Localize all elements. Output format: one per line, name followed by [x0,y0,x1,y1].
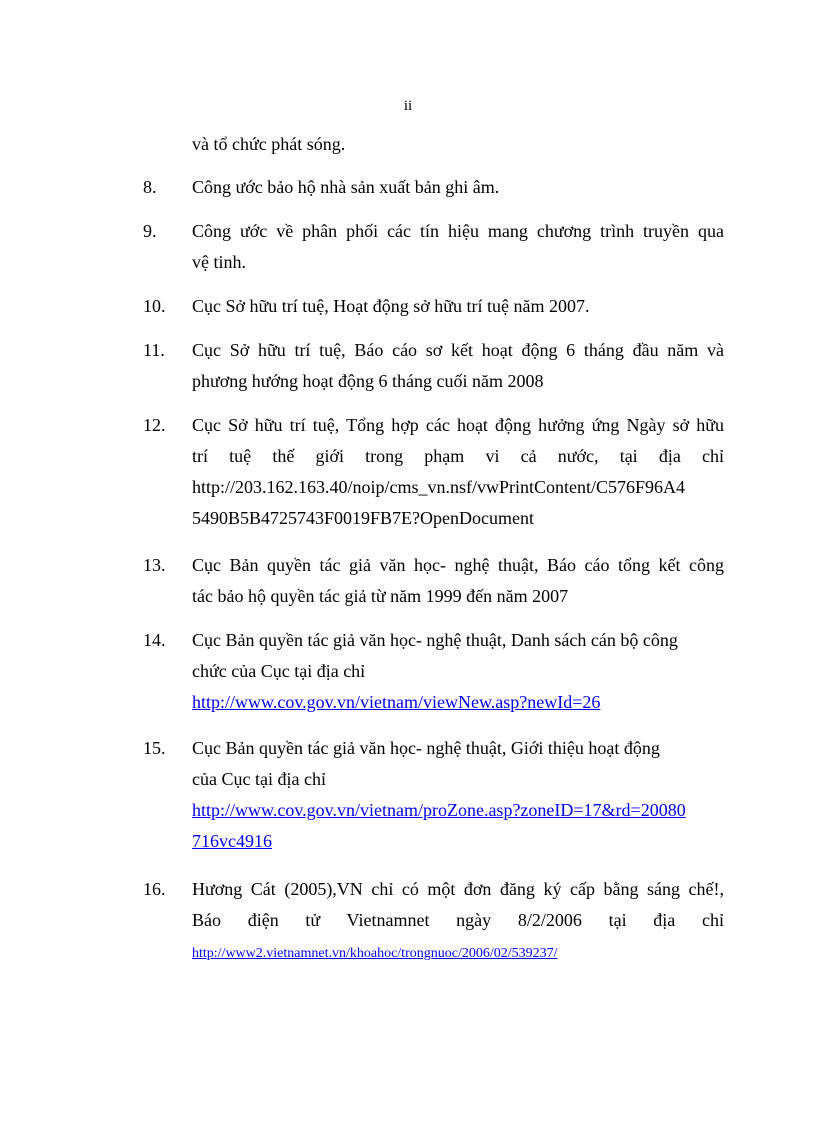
reference-text-line: Công ước bảo hộ nhà sản xuất bản ghi âm. [192,177,500,197]
reference-text-line: 5490B5B4725743F0019FB7E?OpenDocument [192,508,534,528]
reference-text-line: Cục Bản quyền tác giả văn học- nghệ thuật, Danh sách cán bộ công [192,630,678,650]
reference-link[interactable]: http://www2.vietnamnet.vn/khoahoc/trongnuoc/2006/02/539237/ [192,946,558,961]
reference-number: 9. [143,221,157,241]
page-number: ii [403,98,413,114]
reference-text-line: Báo điện tử Vietnamnet ngày 8/2/2006 tại địa chỉ [192,910,724,930]
reference-number: 13. [143,555,166,575]
reference-link[interactable]: http://www.cov.gov.vn/vietnam/proZone.asp?zoneID=17&rd=20080 [192,800,686,820]
reference-number: 8. [143,177,157,197]
reference-text-line: và tổ chức phát sóng. [192,134,346,154]
reference-text-line: http://203.162.163.40/noip/cms_vn.nsf/vwPrintContent/C576F96A4 [192,477,686,497]
reference-text-line: trí tuệ thế giới trong phạm vi cả nước, tại địa chỉ [192,446,724,466]
reference-text-line: chức của Cục tại địa chỉ [192,661,366,681]
reference-text-line: Cục Sở hữu trí tuệ, Tổng hợp các hoạt động hưởng ứng Ngày sở hữu [192,415,724,435]
reference-number: 16. [143,879,166,899]
reference-text-line: của Cục tại địa chỉ [192,769,326,789]
reference-text-line: Cục Bản quyền tác giả văn học- nghệ thuật, Báo cáo tổng kết công [192,555,724,575]
reference-text-line: Cục Bản quyền tác giả văn học- nghệ thuật, Giới thiệu hoạt động [192,738,660,758]
reference-text-line: tác bảo hộ quyền tác giả từ năm 1999 đến năm 2007 [192,586,569,606]
reference-text-line: Hương Cát (2005),VN chỉ có một đơn đăng ký cấp bằng sáng chế!, [192,879,724,899]
reference-link-continuation[interactable]: 716vc4916 [192,831,272,851]
reference-number: 15. [143,738,166,758]
reference-text-line: Cục Sở hữu trí tuệ, Báo cáo sơ kết hoạt động 6 tháng đầu năm và [192,340,724,360]
reference-number: 10. [143,296,166,316]
reference-text-line: vệ tinh. [192,252,246,272]
reference-text-line: Cục Sở hữu trí tuệ, Hoạt động sở hữu trí tuệ năm 2007. [192,296,590,316]
reference-text-line: phương hướng hoạt động 6 tháng cuối năm 2008 [192,371,544,391]
reference-number: 12. [143,415,166,435]
reference-text-line: Công ước về phân phối các tín hiệu mang chương trình truyền qua [192,221,724,241]
reference-link[interactable]: http://www.cov.gov.vn/vietnam/viewNew.asp?newId=26 [192,692,601,712]
reference-number: 14. [143,630,166,650]
reference-number: 11. [143,340,165,360]
